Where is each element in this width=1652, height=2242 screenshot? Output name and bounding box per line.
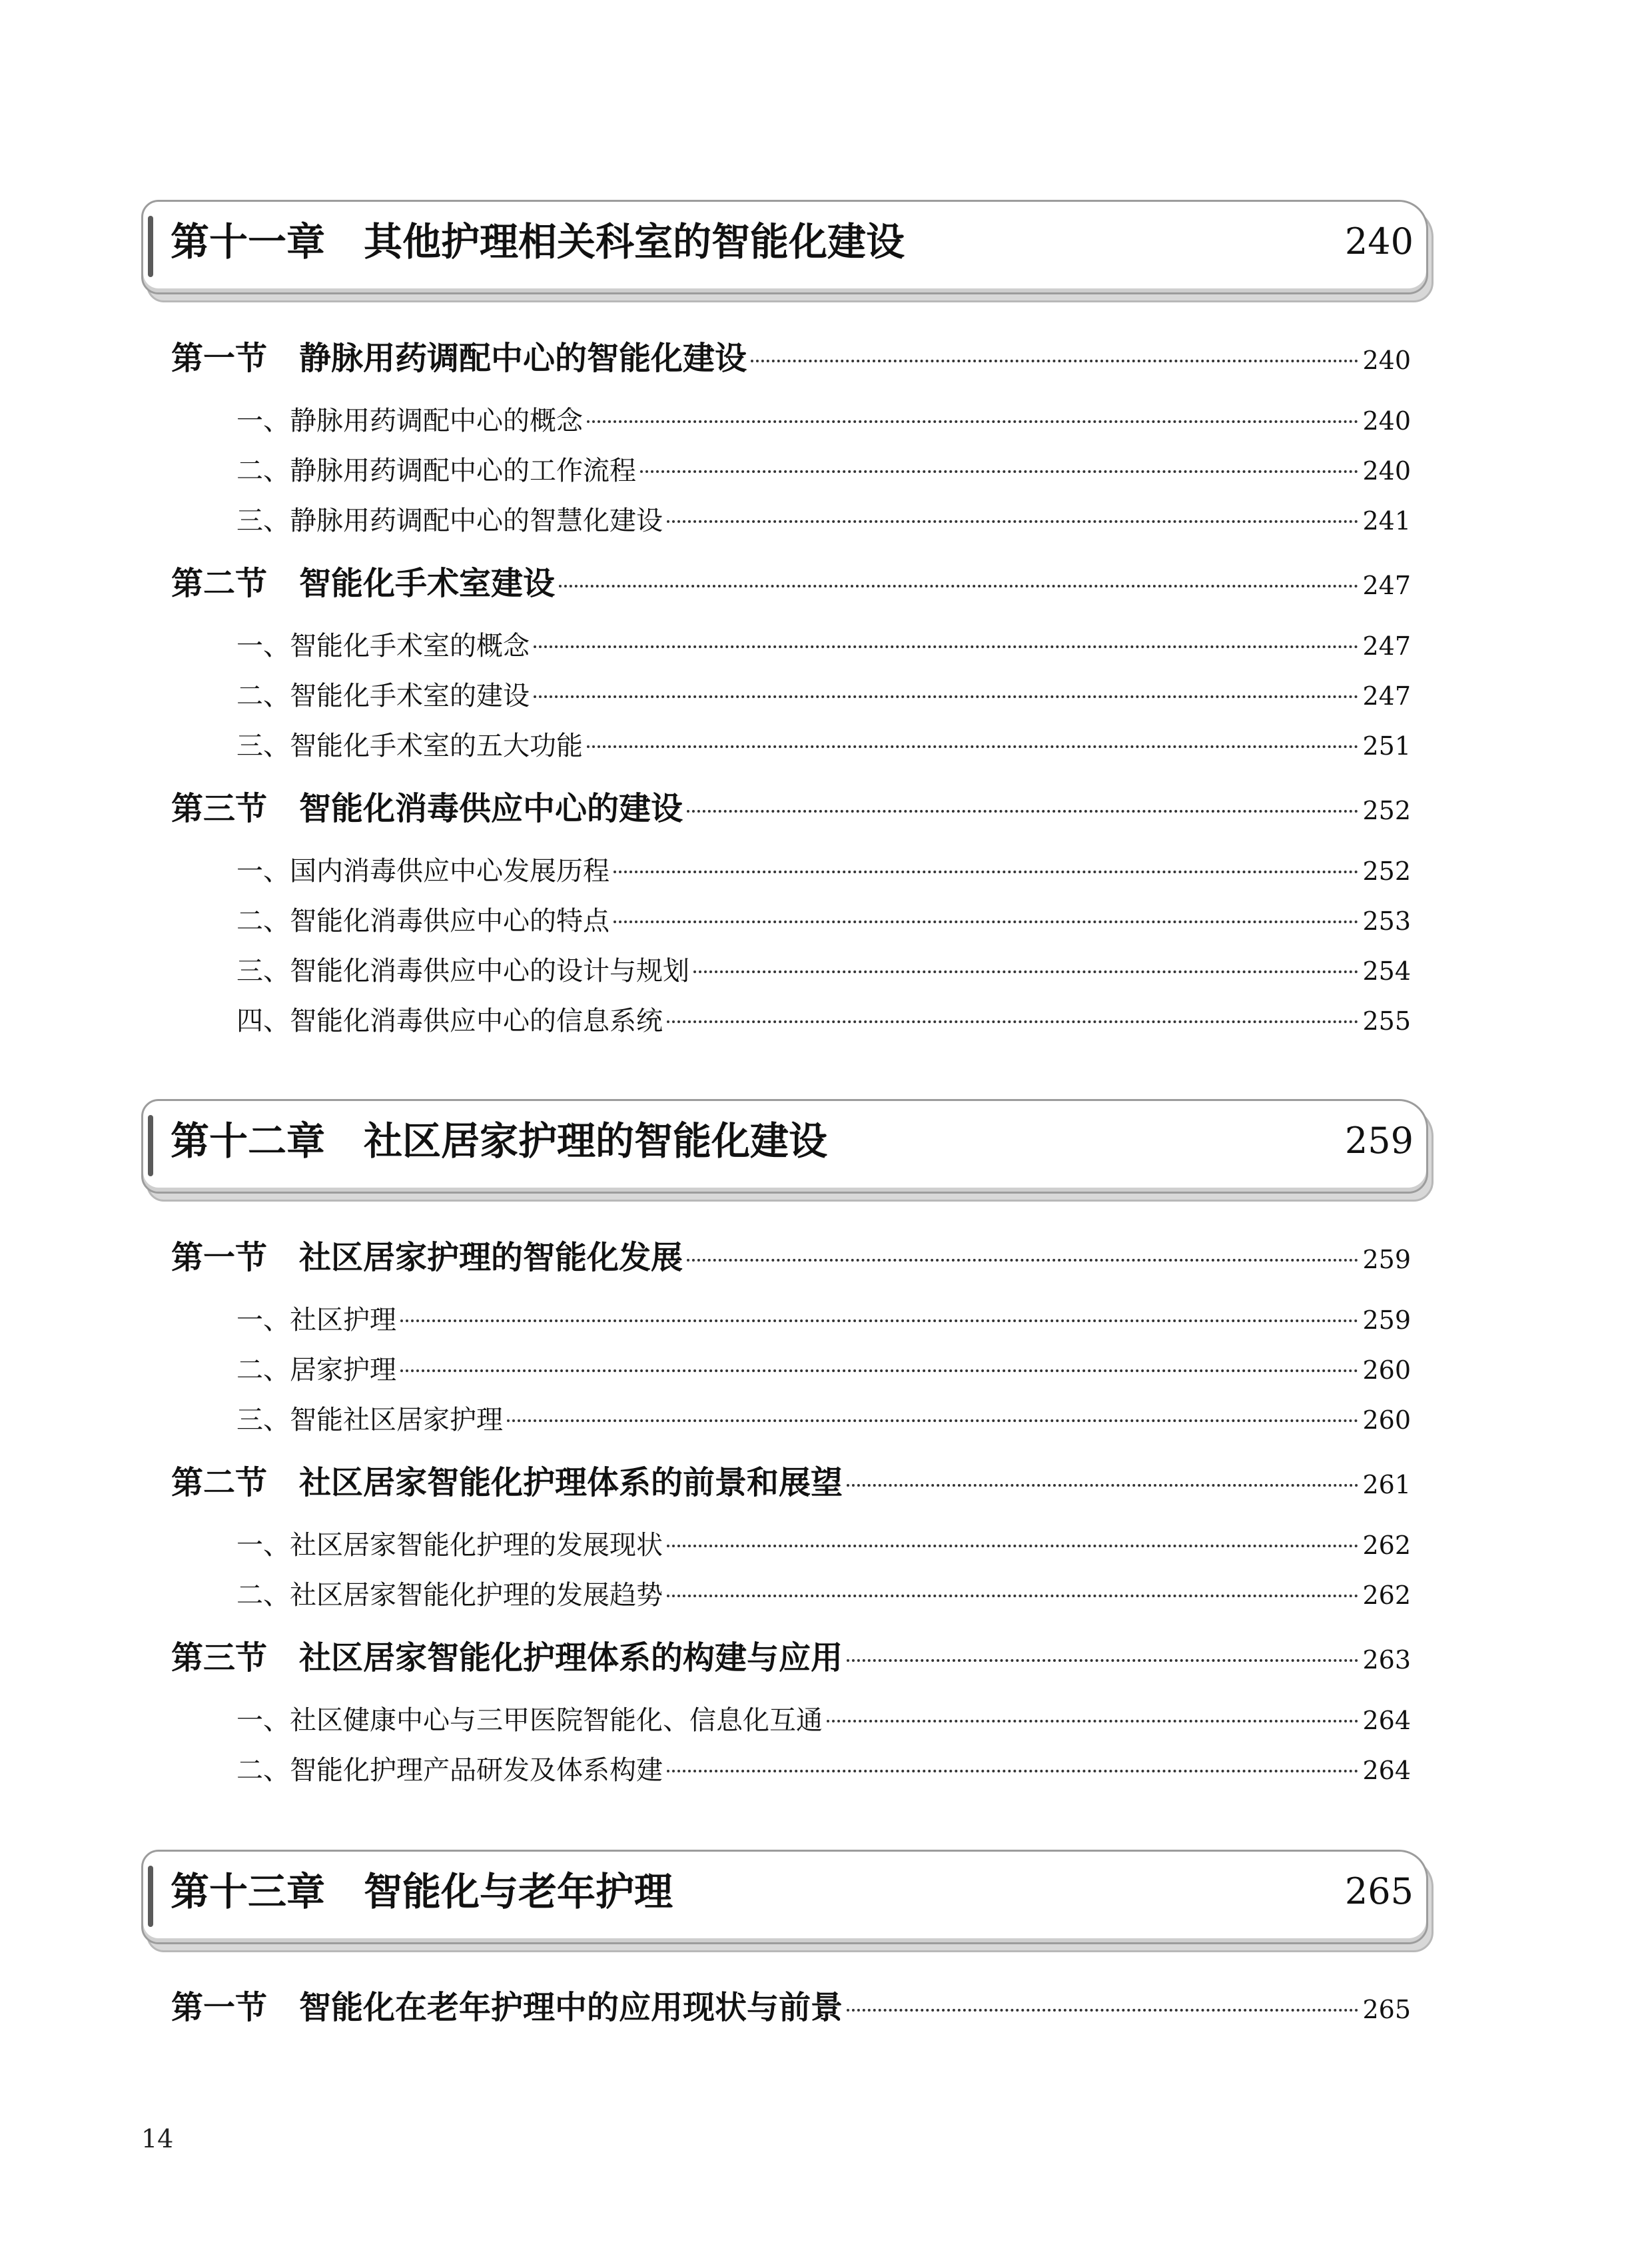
dot-leader: [667, 520, 1358, 523]
subsection-page: 260: [1362, 1405, 1411, 1435]
dot-leader: [400, 1319, 1358, 1322]
section-entry[interactable]: [171, 1638, 1411, 1680]
dot-leader: [847, 2009, 1358, 2012]
section-page: 263: [1362, 1645, 1411, 1675]
dot-leader: [667, 1020, 1358, 1023]
dot-leader: [614, 921, 1358, 923]
dot-leader: [534, 695, 1358, 698]
subsection-page: 260: [1362, 1355, 1411, 1385]
subsection-title: 二、居家护理: [236, 1355, 396, 1385]
dot-leader: [559, 585, 1358, 587]
subsection-entry[interactable]: [236, 403, 1411, 439]
dot-leader: [587, 745, 1358, 748]
subsection-title: 一、社区居家智能化护理的发展现状: [236, 1530, 663, 1561]
subsection-page: 255: [1362, 1006, 1411, 1036]
subsection-page: 253: [1362, 907, 1411, 936]
subsection-page: 240: [1362, 406, 1411, 436]
section-title: 第二节 社区居家智能化护理体系的前景和展望: [171, 1464, 843, 1501]
chapter-title: 第十一章 其他护理相关科室的智能化建设: [171, 219, 905, 264]
subsection-title: 一、智能化手术室的概念: [236, 631, 530, 661]
dot-leader: [847, 1484, 1358, 1487]
subsection-entry[interactable]: [236, 1352, 1411, 1388]
section-page: 240: [1362, 346, 1411, 375]
subsection-page: 264: [1362, 1706, 1411, 1735]
section-page: 261: [1362, 1470, 1411, 1499]
subsection-title: 三、智能化手术室的五大功能: [236, 731, 583, 761]
subsection-page: 254: [1362, 956, 1411, 986]
subsection-title: 一、社区健康中心与三甲医院智能化、信息化互通: [236, 1705, 823, 1736]
subsection-title: 一、社区护理: [236, 1305, 396, 1335]
chapter-heading[interactable]: [141, 1099, 1428, 1194]
subsection-page: 259: [1362, 1306, 1411, 1335]
subsection-title: 二、智能化护理产品研发及体系构建: [236, 1755, 663, 1786]
dot-leader: [534, 645, 1358, 648]
page-number: 14: [141, 2124, 174, 2153]
subsection-title: 三、静脉用药调配中心的智慧化建设: [236, 506, 663, 536]
subsection-page: 262: [1362, 1531, 1411, 1560]
subsection-page: 247: [1362, 631, 1411, 661]
subsection-page: 264: [1362, 1756, 1411, 1785]
subsection-title: 三、智能化消毒供应中心的设计与规划: [236, 956, 689, 986]
subsection-entry[interactable]: [236, 678, 1411, 714]
section-page: 247: [1362, 571, 1411, 600]
section-entry[interactable]: [171, 338, 1411, 380]
chapter-heading[interactable]: [141, 200, 1428, 294]
section-title: 第三节 智能化消毒供应中心的建设: [171, 790, 683, 827]
section-page: 259: [1362, 1245, 1411, 1274]
subsection-entry[interactable]: [236, 1402, 1411, 1438]
dot-leader: [667, 1545, 1358, 1547]
subsection-page: 262: [1362, 1581, 1411, 1610]
subsection-entry[interactable]: [236, 1577, 1411, 1613]
section-entry[interactable]: [171, 1988, 1411, 2030]
dot-leader: [827, 1720, 1358, 1722]
section-page: 252: [1362, 796, 1411, 825]
subsection-entry[interactable]: [236, 503, 1411, 539]
subsection-entry[interactable]: [236, 728, 1411, 764]
subsection-title: 二、社区居家智能化护理的发展趋势: [236, 1580, 663, 1611]
subsection-page: 241: [1362, 506, 1411, 536]
section-entry[interactable]: [171, 1463, 1411, 1505]
chapter-heading[interactable]: [141, 1850, 1428, 1944]
dot-leader: [507, 1419, 1358, 1422]
section-title: 第三节 社区居家智能化护理体系的构建与应用: [171, 1639, 843, 1677]
dot-leader: [847, 1659, 1358, 1662]
subsection-entry[interactable]: [236, 628, 1411, 664]
dot-leader: [667, 1770, 1358, 1772]
subsection-entry[interactable]: [236, 453, 1411, 489]
subsection-title: 一、静脉用药调配中心的概念: [236, 406, 583, 436]
chapter-banner-edge: [148, 1866, 153, 1927]
subsection-entry[interactable]: [236, 953, 1411, 989]
chapter-title: 第十三章 智能化与老年护理: [171, 1869, 673, 1914]
subsection-title: 四、智能化消毒供应中心的信息系统: [236, 1006, 663, 1036]
subsection-entry[interactable]: [236, 1702, 1411, 1738]
dot-leader: [640, 470, 1358, 473]
subsection-title: 二、智能化消毒供应中心的特点: [236, 906, 610, 936]
dot-leader: [614, 871, 1358, 873]
subsection-title: 二、静脉用药调配中心的工作流程: [236, 456, 636, 486]
dot-leader: [693, 970, 1358, 973]
dot-leader: [587, 420, 1358, 423]
chapter-page: 259: [1344, 1120, 1414, 1162]
subsection-page: 240: [1362, 456, 1411, 486]
subsection-page: 247: [1362, 681, 1411, 711]
chapter-page: 240: [1344, 220, 1414, 262]
subsection-entry[interactable]: [236, 1527, 1411, 1563]
chapter-page: 265: [1344, 1870, 1414, 1912]
section-title: 第一节 静脉用药调配中心的智能化建设: [171, 340, 747, 377]
section-title: 第一节 智能化在老年护理中的应用现状与前景: [171, 1989, 843, 2026]
section-page: 265: [1362, 1995, 1411, 2024]
section-entry[interactable]: [171, 789, 1411, 831]
subsection-entry[interactable]: [236, 1302, 1411, 1338]
chapter-banner-edge: [148, 1115, 153, 1176]
dot-leader: [667, 1595, 1358, 1597]
dot-leader: [400, 1369, 1358, 1372]
subsection-title: 三、智能社区居家护理: [236, 1405, 503, 1435]
section-title: 第一节 社区居家护理的智能化发展: [171, 1239, 683, 1276]
subsection-title: 二、智能化手术室的建设: [236, 681, 530, 711]
subsection-title: 一、国内消毒供应中心发展历程: [236, 856, 610, 887]
subsection-entry[interactable]: [236, 903, 1411, 939]
chapter-title: 第十二章 社区居家护理的智能化建设: [171, 1118, 828, 1164]
subsection-entry[interactable]: [236, 1003, 1411, 1039]
dot-leader: [687, 810, 1358, 813]
dot-leader: [751, 360, 1358, 362]
section-entry[interactable]: [171, 563, 1411, 605]
section-entry[interactable]: [171, 1238, 1411, 1280]
subsection-entry[interactable]: [236, 853, 1411, 889]
subsection-page: 251: [1362, 731, 1411, 761]
chapter-banner-edge: [148, 216, 153, 277]
section-title: 第二节 智能化手术室建设: [171, 565, 556, 602]
subsection-entry[interactable]: [236, 1752, 1411, 1788]
dot-leader: [687, 1259, 1358, 1262]
subsection-page: 252: [1362, 857, 1411, 886]
